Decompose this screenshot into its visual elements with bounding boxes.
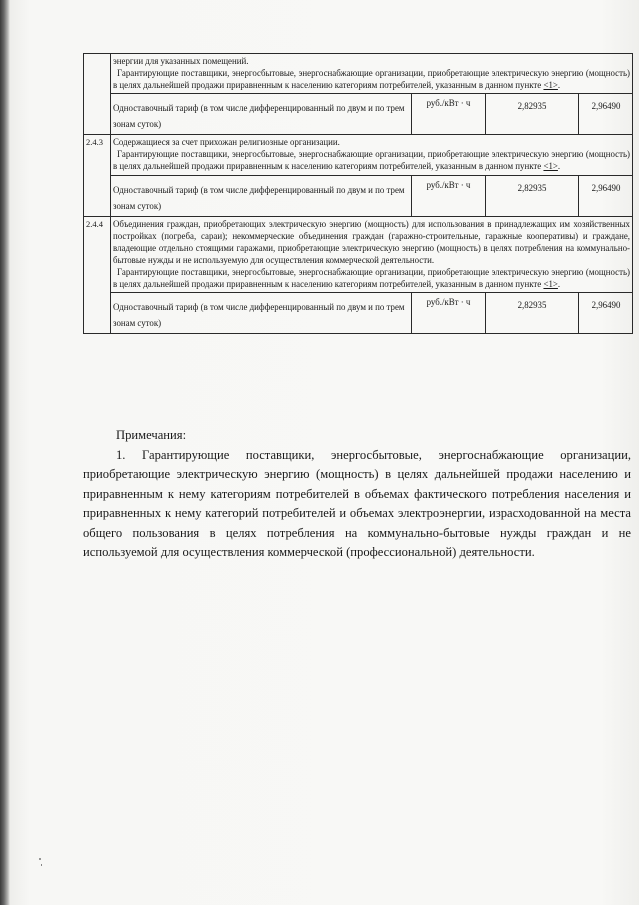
tariff-name: Одноставочный тариф (в том числе дифференцированный по двум и по трем зонам суток): [111, 175, 412, 216]
row-description: [111, 54, 632, 93]
footnote-link[interactable]: <1>: [543, 80, 558, 91]
row-content: [111, 54, 633, 135]
tariff-name: Одноставочный тариф (в том числе дифференцированный по двум и по трем зонам суток): [111, 94, 412, 135]
notes-section: [83, 426, 631, 563]
description-line: энергии для указанных помещений.: [113, 56, 249, 66]
row-description: [111, 217, 632, 293]
scan-edge-shadow: [0, 0, 10, 905]
table-row: [84, 54, 633, 135]
description-line: Гарантирующие поставщики, энергосбытовые, энергоснабжающие организации, приобретающие электрическую энергию (мощность) в целях дальнейшей продажи приравненным к населению категориям потребителей, указанным в данном пункте <1>.: [113, 68, 630, 91]
row-number: [84, 54, 111, 135]
notes-heading: Примечания:: [116, 428, 187, 442]
description-line: Объединения граждан, приобретающих электрическую энергию (мощность) для использования в принадлежащих им хозяйственных постройках (погреба, сараи); некоммерческие объединения граждан (гаражно-строительные, гаражные кооперативы) и граждане, владеющие отдельно стоящими гаражами, приобретающие электрическую энергию (мощность) в целях потребления на коммунально-бытовые нужды и не используемую для осуществления коммерческой деятельности.: [113, 218, 630, 265]
description-line: Гарантирующие поставщики, энергосбытовые, энергоснабжающие организации, приобретающие электрическую энергию (мощность) в целях дальнейшей продажи приравненным к населению категориям потребителей, указанным в данном пункте <1>.: [113, 266, 630, 290]
tariff-unit: руб./кВт · ч: [412, 175, 486, 216]
tariff-value-2: 2,96490: [579, 94, 634, 135]
description-text: Гарантирующие поставщики, энергосбытовые, энергоснабжающие организации, приобретающие электрическую энергию (мощность) в целях дальнейшей продажи приравненным к населению категориям потребителей, указанным в данном пункте: [113, 266, 630, 290]
note-item: 1. Гарантирующие поставщики, энергосбытовые, энергоснабжающие организации, приобретающие электрическую энергию (мощность) в целях дальнейшей продажи населению и приравненным к нему категориям потребителей в объемах фактического потребления населения и приравненных к нему категорий потребителей и объемах электроэнергии, израсходованной на места общего пользования в целях потребления на коммунально-бытовые нужды граждан и не используемой для осуществления коммерческой (профессиональной) деятельности.: [83, 447, 631, 559]
description-line: Гарантирующие поставщики, энергосбытовые, энергоснабжающие организации, приобретающие электрическую энергию (мощность) в целях дальнейшей продажи приравненным к населению категориям потребителей, указанным в данном пункте <1>.: [113, 149, 630, 172]
tariff-unit: руб./кВт · ч: [412, 94, 486, 135]
tariff-subtable: [111, 175, 633, 216]
description-text: Гарантирующие поставщики, энергосбытовые, энергоснабжающие организации, приобретающие электрическую энергию (мощность) в целях дальнейшей продажи приравненным к населению категориям потребителей, указанным в данном пункте: [113, 68, 630, 91]
scan-speck: [41, 864, 42, 866]
tariff-row: [111, 94, 633, 135]
footnote-link[interactable]: <1>: [543, 161, 558, 172]
row-description: [111, 135, 632, 174]
row-content: [111, 135, 633, 216]
tariff-subtable: [111, 93, 633, 134]
table-row: [84, 216, 633, 334]
footnote-link[interactable]: <1>: [543, 279, 558, 290]
description-text: Гарантирующие поставщики, энергосбытовые, энергоснабжающие организации, приобретающие электрическую энергию (мощность) в целях дальнейшей продажи приравненным к населению категориям потребителей, указанным в данном пункте: [113, 149, 630, 172]
row-number: 2.4.3: [84, 135, 111, 216]
tariff-row: [111, 293, 633, 334]
tariff-value-1: 2,82935: [486, 293, 579, 334]
tariff-subtable: [111, 292, 633, 333]
scan-speck: [39, 858, 41, 860]
tariff-value-1: 2,82935: [486, 175, 579, 216]
table-row: [84, 135, 633, 216]
tariff-row: [111, 175, 633, 216]
row-number: 2.4.4: [84, 216, 111, 334]
tariff-table: [83, 53, 633, 334]
tariff-value-2: 2,96490: [579, 293, 634, 334]
tariff-value-2: 2,96490: [579, 175, 634, 216]
tariff-value-1: 2,82935: [486, 94, 579, 135]
tariff-unit: руб./кВт · ч: [412, 293, 486, 334]
tariff-name: Одноставочный тариф (в том числе дифференцированный по двум и по трем зонам суток): [111, 293, 412, 334]
description-line: Содержащиеся за счет прихожан религиозные организации.: [113, 137, 340, 148]
row-content: [111, 216, 633, 334]
